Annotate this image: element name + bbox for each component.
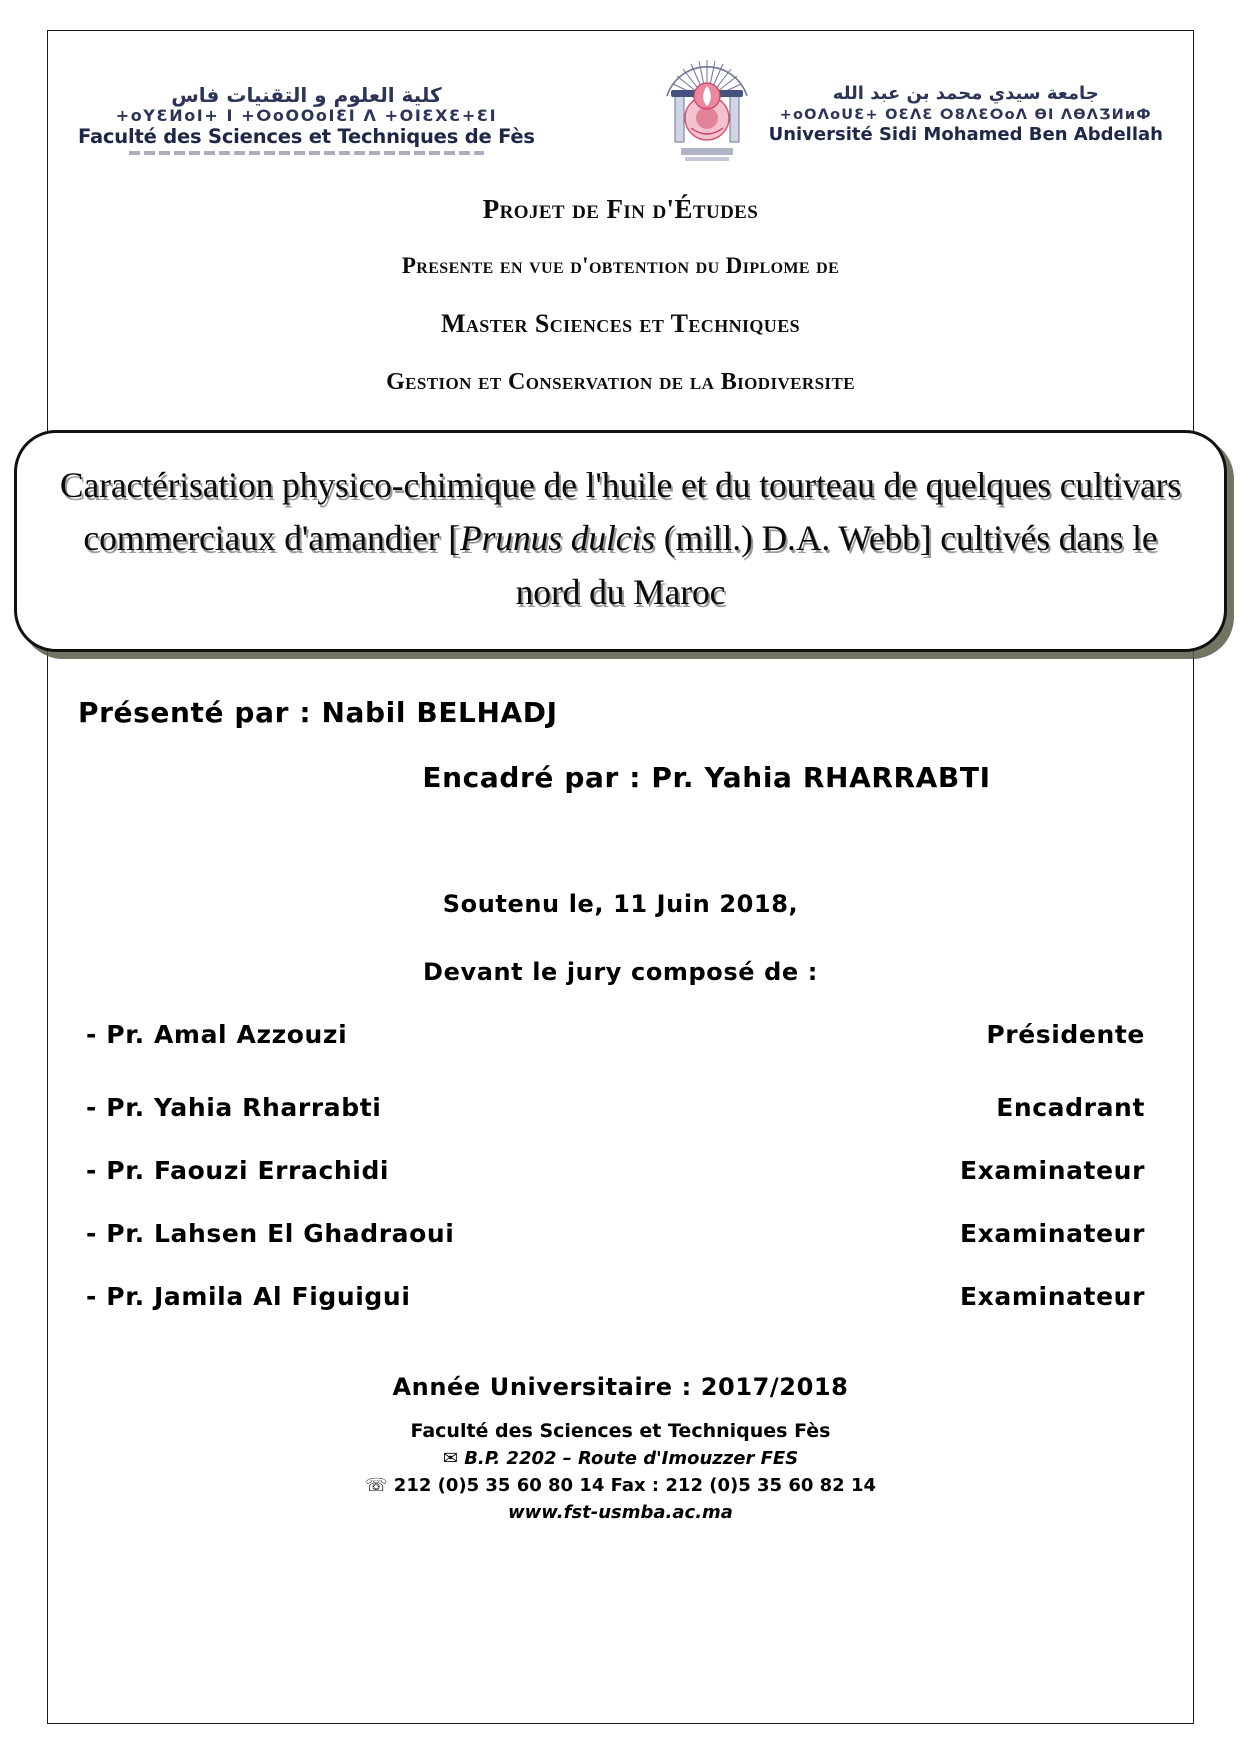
- jury-member-name: - Pr. Faouzi Errachidi: [86, 1155, 390, 1185]
- page-footer: [0, 1417, 1241, 1527]
- footer-website[interactable]: www.fst-usmba.ac.ma: [508, 1502, 733, 1524]
- page-header: [0, 0, 1241, 164]
- mail-icon: ✉: [442, 1448, 458, 1470]
- jury-member-name: - Pr. Yahia Rharrabti: [86, 1092, 382, 1122]
- jury-member-role: Examinateur: [960, 1155, 1145, 1185]
- faculty-name-french: Faculté des Sciences et Techniques de Fès: [78, 125, 535, 149]
- jury-member-role: Encadrant: [996, 1092, 1145, 1122]
- faculty-name-arabic: كلية العلوم و التقنيات فاس: [171, 83, 442, 107]
- footer-address-line: [0, 1445, 1241, 1472]
- jury-row: [86, 1093, 1145, 1122]
- jury-member-name: - Pr. Amal Azzouzi: [86, 1019, 348, 1049]
- defense-date-line: Soutenu le, 11 Juin 2018,: [442, 889, 799, 918]
- jury-member-name: - Pr. Jamila Al Figuigui: [86, 1281, 411, 1311]
- jury-row: [86, 1219, 1145, 1248]
- supervised-by-line: Encadré par : Pr. Yahia RHARRABTI: [422, 760, 991, 794]
- university-name-arabic: جامعة سيدي محمد بن عبد الله: [832, 83, 1099, 104]
- university-logo-block: [661, 56, 1163, 164]
- faculty-name-tifinagh: +oYƐⵍoI+ I +ⵔoOOoIƐI ⴷ +OIƐXƐ+ƐI: [115, 106, 498, 126]
- thesis-title-box: [14, 430, 1227, 652]
- heading-projet-fin-etudes: Projet de Fin d'Études: [482, 194, 759, 224]
- heading-specialite-biodiversite: Gestion et Conservation de la Biodiversite: [386, 369, 855, 395]
- jury-row: [86, 1020, 1145, 1049]
- jury-member-name: - Pr. Lahsen El Ghadraoui: [86, 1218, 455, 1248]
- jury-row: [86, 1282, 1145, 1311]
- thesis-title-wrapper: [14, 430, 1227, 652]
- title-part-two: (mill.) D.A. Webb] cultivés dans le nord du Maroc: [515, 518, 1158, 612]
- jury-intro-line: Devant le jury composé de :: [423, 957, 818, 986]
- title-species-name: Prunus dulcis: [460, 518, 655, 559]
- footer-address-text: B.P. 2202 – Route d'Imouzzer FES: [464, 1448, 799, 1470]
- jury-member-role: Examinateur: [960, 1218, 1145, 1248]
- heading-presente-obtention: Presente en vue d'obtention du Diplome de: [401, 253, 840, 278]
- jury-list: [86, 1020, 1145, 1311]
- university-crest-icon: [661, 56, 753, 164]
- jury-row: [86, 1156, 1145, 1185]
- footer-faculty-name: Faculté des Sciences et Techniques Fès: [410, 1419, 831, 1442]
- university-name-french: Université Sidi Mohamed Ben Abdellah: [768, 124, 1163, 146]
- footer-phone-text: 212 (0)5 35 60 80 14 Fax : 212 (0)5 35 60 82 14: [393, 1475, 876, 1497]
- university-text-block: [769, 84, 1163, 146]
- footer-phone-line: [0, 1472, 1241, 1499]
- university-name-tifinagh: +oOⴷoUƐ+ OƐⴷƐ ⵔ8ⴷƐⵔoⴷ ƟI ⴷƟⴷƷИиФ: [779, 106, 1152, 123]
- thesis-title: [57, 459, 1184, 619]
- jury-member-role: Examinateur: [960, 1281, 1145, 1311]
- presented-by-line: Présenté par : Nabil BELHADJ: [78, 695, 558, 729]
- academic-year-line: Année Universitaire : 2017/2018: [392, 1372, 849, 1401]
- jury-member-role: Présidente: [986, 1019, 1145, 1049]
- heading-master-sciences-techniques: Master Sciences et Techniques: [440, 309, 801, 338]
- degree-headings: [0, 194, 1241, 396]
- faculty-underline-rule: [129, 151, 484, 155]
- faculty-logo-block: [78, 84, 535, 155]
- title-part-one: Caractérisation physico-chimique de l'huile et du tourteau de quelques cultivars commerciaux d'amandier [: [59, 465, 1182, 559]
- telephone-icon: ☏: [365, 1475, 388, 1497]
